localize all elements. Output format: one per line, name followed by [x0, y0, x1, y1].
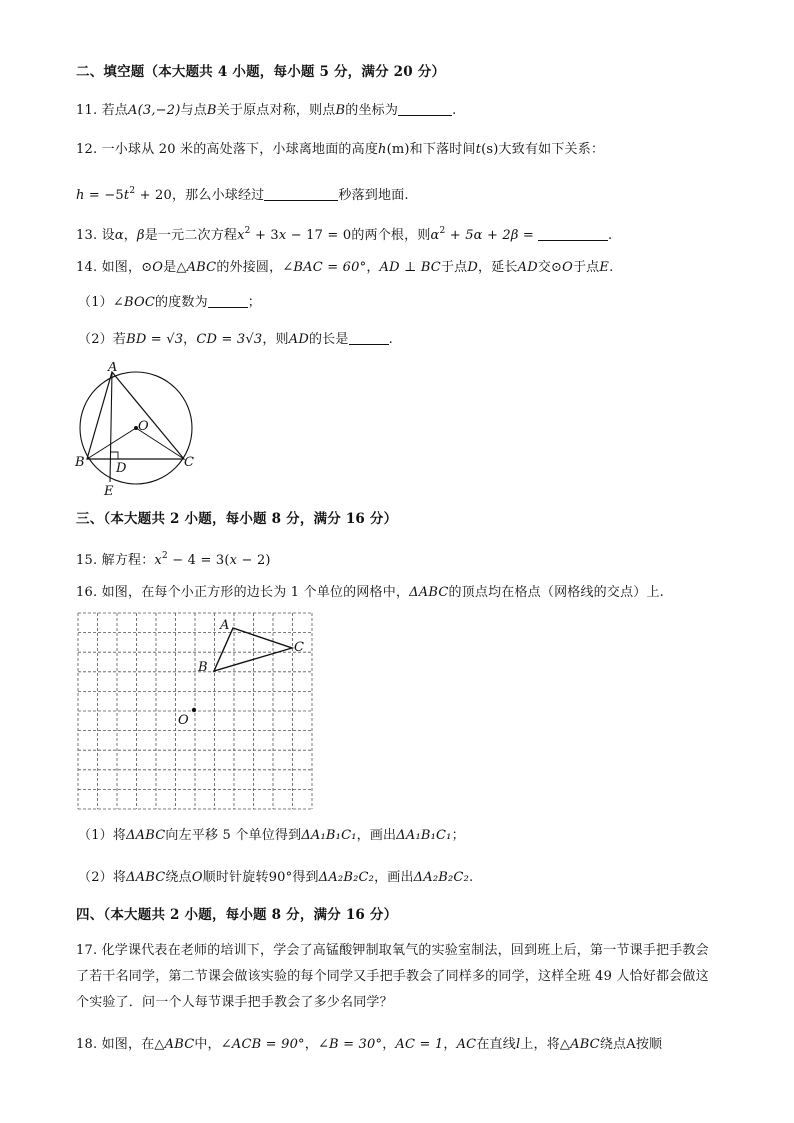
q12-unit: (s) [481, 142, 499, 157]
q18-text: ， [304, 1037, 318, 1052]
answer-blank[interactable] [264, 187, 338, 201]
q16-point: O [191, 870, 203, 885]
q12-exponent: 2 [129, 186, 136, 196]
q18-length: AC = 1 [395, 1037, 444, 1052]
q18-angle: ∠B = 30° [317, 1037, 383, 1052]
q13-text: ， [123, 228, 137, 243]
q16-text: 的顶点均在格点（网格线的交点）上. [448, 585, 665, 600]
label-d: D [116, 461, 127, 476]
q15-text: 15. 解方程： [76, 553, 155, 568]
label-o: O [138, 419, 149, 434]
q11-point-b: B [335, 103, 346, 118]
section-4-heading: 四、（本大题共 2 小题，每小题 8 分，满分 16 分） [76, 907, 398, 923]
q18-segment: AC [456, 1037, 477, 1052]
q13-text: 是一元二次方程 [144, 228, 238, 243]
q12-text: 12. 一小球从 20 米的高处落下，小球离地面的高度 [76, 142, 379, 157]
q16-triangle: ΔA₁B₁C₁ [301, 828, 357, 843]
q14-text: 交 [537, 260, 552, 275]
q14-text: （2）若 [78, 332, 127, 347]
q14-text: ， [366, 260, 380, 275]
q15-var: x [154, 553, 162, 568]
question-14-part-1 [78, 294, 261, 312]
q13-formula: + 3 [250, 228, 279, 243]
q11-text: 11. 若点 [76, 103, 129, 118]
question-12-formula [76, 182, 409, 205]
q16-triangle: ΔA₂B₂C₂ [318, 870, 375, 885]
q12-text: 和下落时间 [409, 142, 476, 157]
q14-text: 于点 [572, 260, 600, 275]
q12-formula: + 20 [135, 188, 172, 203]
q13-formula: + 5α + 2β = [445, 228, 535, 243]
circle-figure [72, 362, 202, 502]
q13-var: β [137, 228, 145, 243]
q16-text: . [468, 870, 474, 885]
q11-point-a: A(3,−2) [128, 103, 181, 118]
question-13 [76, 222, 612, 245]
q12-var: h [76, 188, 85, 203]
label-c: C [184, 455, 194, 470]
q11-point-b: B [206, 103, 217, 118]
point-o-dot [192, 708, 196, 712]
q12-text: 秒落到地面. [338, 188, 409, 203]
q18-triangle: △ABC [154, 1037, 195, 1052]
q14-text: 是 [163, 260, 177, 275]
answer-blank[interactable] [398, 102, 452, 116]
q18-line: l [515, 1037, 521, 1052]
q14-length: BD = √3 [126, 332, 184, 347]
answer-blank[interactable] [349, 331, 389, 345]
q14-segment: AD [288, 332, 309, 347]
question-12 [76, 141, 604, 159]
q16-text: 16. 如图，在每个小正方形的边长为 1 个单位的网格中， [76, 585, 410, 600]
q13-var: α [430, 228, 440, 243]
q11-text: 的坐标为 [345, 103, 399, 118]
question-16-part-2 [78, 869, 473, 887]
triangle-abc [87, 372, 184, 459]
answer-blank[interactable] [538, 227, 608, 241]
q18-triangle: △ABC [559, 1037, 600, 1052]
question-16 [76, 584, 664, 602]
q12-var: t [475, 142, 482, 157]
q11-text: 关于原点对称，则点 [216, 103, 336, 118]
q14-text: ，则 [262, 332, 289, 347]
q13-exponent: 2 [244, 226, 251, 236]
q15-var: x [229, 553, 238, 568]
q14-text: ，延长 [478, 260, 518, 275]
q16-triangle: ΔABC [126, 870, 166, 885]
label-e: E [104, 484, 114, 499]
q16-triangle: ΔA₁B₁C₁ [396, 828, 452, 843]
q12-text: ，那么小球经过 [171, 188, 265, 203]
label-b: B [75, 455, 85, 470]
q12-var: t [123, 188, 130, 203]
q16-angle: 90° [268, 870, 293, 885]
q14-length: CD = 3√3 [196, 332, 263, 347]
question-14 [76, 259, 613, 277]
q16-text: 得到 [292, 870, 319, 885]
q14-text: . [609, 260, 614, 275]
right-angle-mark [111, 452, 118, 459]
question-15 [76, 547, 271, 570]
q15-exponent: 2 [161, 551, 168, 561]
q13-text: 的两个根，则 [351, 228, 431, 243]
q18-text: 绕点A按顺 [599, 1037, 663, 1052]
q12-unit: (m) [386, 142, 410, 157]
q16-text: 向左平移 5 个单位得到 [165, 828, 302, 843]
q14-text: 的度数为 [154, 295, 208, 310]
q14-point: D [467, 260, 478, 275]
q13-var: x [278, 228, 287, 243]
q18-text: ， [382, 1037, 396, 1052]
q16-triangle: ΔABC [126, 828, 166, 843]
grid-figure [72, 608, 317, 816]
q15-formula: − 2) [237, 553, 271, 568]
answer-blank[interactable] [208, 294, 248, 308]
q13-exponent: 2 [439, 226, 446, 236]
q13-text: 13. 设 [76, 228, 115, 243]
q11-text: . [452, 103, 457, 118]
q16-text: （2）将 [78, 870, 127, 885]
section-3-heading: 三、（本大题共 2 小题，每小题 8 分，满分 16 分） [76, 511, 398, 527]
q18-text: 中， [194, 1037, 221, 1052]
label-a: A [220, 618, 230, 633]
triangle-abc [214, 628, 292, 671]
q18-text: 在直线 [476, 1037, 516, 1052]
q16-text: ，画出 [356, 828, 397, 843]
q16-text: 绕点 [165, 870, 192, 885]
q18-text: 上，将 [520, 1037, 560, 1052]
q14-text: 于点 [440, 260, 468, 275]
question-14-part-2 [78, 331, 393, 349]
q18-text: ， [443, 1037, 457, 1052]
q14-text: ， [183, 332, 197, 347]
q14-point: E [599, 260, 610, 275]
question-17: 17. 化学课代表在老师的培训下，学会了高锰酸钾制取氧气的实验室制法，回到班上后，第一节课手把手教会了若干名同学，第二节课会做该实验的每个同学又手把手教会了同样多的同学，这样全班 49 人恰好都会做这个实验了．问一个人每节课手把手教会了多少名同学？ [76, 943, 709, 1010]
q13-var: α [114, 228, 124, 243]
q18-angle: ∠ACB = 90° [220, 1037, 305, 1052]
q18-text: 18. 如图，在 [76, 1037, 155, 1052]
q16-text: ； [451, 828, 465, 843]
q12-var: h [378, 142, 387, 157]
question-18 [76, 1036, 662, 1054]
label-o: O [178, 713, 189, 728]
q13-formula: − 17 = 0 [286, 228, 352, 243]
q16-text: ，画出 [374, 870, 414, 885]
q16-text: 顺时针旋转 [202, 870, 269, 885]
q14-circle: ⊙O [551, 260, 573, 275]
q16-triangle: ΔABC [409, 585, 449, 600]
q13-var: x [237, 228, 245, 243]
label-b: B [198, 660, 208, 675]
q14-text: 的外接圆， [216, 260, 283, 275]
segment-ae [110, 372, 112, 482]
q11-text: 与点 [180, 103, 207, 118]
question-16-part-1 [78, 827, 465, 845]
q12-text: 大致有如下关系： [498, 142, 605, 157]
label-c: C [294, 640, 304, 655]
q14-angle: ∠BOC [112, 295, 155, 310]
q14-text: 的长是 [308, 332, 349, 347]
q16-text: （1）将 [78, 828, 127, 843]
q14-perp: AD ⊥ BC [379, 260, 441, 275]
question-11 [76, 102, 456, 120]
q16-triangle: ΔA₂B₂C₂ [413, 870, 469, 885]
label-a: A [108, 362, 118, 375]
section-2-heading: 二、填空题（本大题共 4 小题，每小题 5 分，满分 20 分） [76, 64, 446, 80]
q14-text: ； [247, 295, 261, 310]
q15-formula: − 4 = 3( [167, 553, 230, 568]
q14-angle: ∠BAC = 60° [282, 260, 367, 275]
q14-circle: ⊙O [141, 260, 164, 275]
q14-text: 14. 如图， [76, 260, 142, 275]
q14-text: （1） [78, 295, 113, 310]
q12-formula: = −5 [84, 188, 124, 203]
q14-text: . [388, 332, 393, 347]
q14-triangle: △ABC [176, 260, 217, 275]
q14-segment: AD [517, 260, 538, 275]
q13-text: . [608, 228, 613, 243]
